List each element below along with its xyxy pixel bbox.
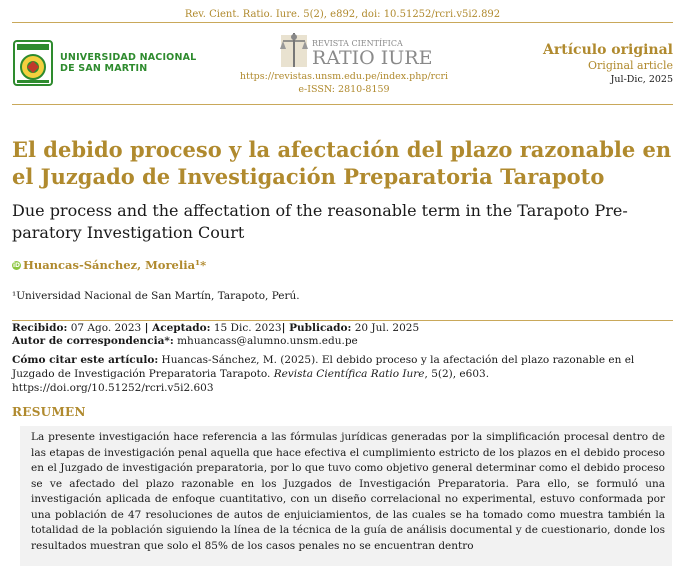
correspondence-email[interactable]: mhuancass@alumno.unsm.edu.pe bbox=[177, 335, 358, 347]
correspondence-label: Autor de correspondencia*: bbox=[12, 335, 174, 347]
cite-journal: Revista Científica Ratio Iure bbox=[273, 368, 425, 380]
article-period: Jul-Dic, 2025 bbox=[610, 74, 673, 85]
article-title-en: Due process and the affectation of the reasonable term in the Tarapoto Pre-paratory Investigation Court bbox=[12, 201, 628, 242]
cite-text-part1: Huancas-Sánchez, M. (2025). El debido proceso y la afectación del plazo razonable en el Juzgado de Investigación Preparatoria Tarapoto. bbox=[12, 354, 635, 380]
article-type-block bbox=[543, 42, 673, 86]
article-title-es: El debido proceso y la afectación del plazo razonable en el Juzgado de Investigación Preparatoria Tarapoto bbox=[12, 137, 672, 189]
accepted-date: 15 Dic. 2023 bbox=[213, 322, 282, 334]
received-label: Recibido: bbox=[12, 322, 68, 334]
university-name-line2: DE SAN MARTIN bbox=[60, 63, 148, 74]
journal-name-small: REVISTA CIENTÍFICA bbox=[312, 39, 403, 48]
article-type-en: Original article bbox=[588, 59, 673, 72]
affiliation: ¹Universidad Nacional de San Martín, Tarapoto, Perú. bbox=[12, 290, 300, 302]
journal-name-large: RATIO IURE bbox=[312, 47, 433, 69]
university-name-line1: UNIVERSIDAD NACIONAL bbox=[60, 52, 197, 63]
journal-eissn: e-ISSN: 2810-8159 bbox=[298, 84, 390, 95]
article-type-es: Artículo original bbox=[543, 42, 673, 58]
cite-text-part2: , 5(2), e603. https://doi.org/10.51252/rcri.v5i2.603 bbox=[12, 368, 490, 394]
abstract-text: La presente investigación hace referencia a las fórmulas jurídicas generadas por la simplificación procesal dentro de las etapas de investigación penal aquella que hace efectiva el cumplimiento estricto de los plazos en el debido proceso en el Juzgado de investigación preparatoria, por lo que tuvo como objetivo general determinar como el debido proceso se ve afectado del plazo razonable en los Juzgados de Investigación Preparatoria. Para ello, se formuló una investigación aplicada de enfoque cuantitativo, con un diseño correlacional no experimental, estuvo conformada por una población de 47 resoluciones de autos de enjuiciamientos, de las cuales se ha tomado como muestra también la totalidad de la población siguiendo la línea de la técnica de la guía de análisis documental y de cuestionario, donde los resultados muestran que solo el 85% de los casos penales no se encuentran dentro bbox=[31, 431, 665, 552]
justice-figure-icon bbox=[280, 33, 308, 67]
university-name bbox=[60, 52, 196, 74]
published-label: Publicado: bbox=[289, 322, 352, 334]
author-line bbox=[12, 258, 206, 272]
correspondence bbox=[12, 335, 358, 348]
received-date: 07 Ago. 2023 bbox=[70, 322, 142, 334]
university-logo-icon bbox=[13, 40, 53, 86]
publication-dates: Recibido: 07 Ago. 2023 | Aceptado: 15 Dic. 2023| Publicado: 20 Jul. 2025 bbox=[12, 322, 420, 334]
header-divider-top bbox=[12, 22, 673, 23]
accepted-label: Aceptado: bbox=[152, 322, 211, 334]
journal-logo bbox=[278, 29, 433, 69]
citation-reference: Rev. Cient. Ratio. Iure. 5(2), e892, doi: 10.51252/rcri.v5i2.892 bbox=[184, 9, 501, 20]
journal-info bbox=[232, 70, 456, 96]
orcid-icon[interactable]: iD bbox=[12, 261, 21, 269]
abstract-heading: RESUMEN bbox=[12, 405, 86, 419]
dates-divider bbox=[12, 320, 673, 321]
published-date: 20 Jul. 2025 bbox=[354, 322, 420, 334]
journal-url-link[interactable]: https://revistas.unsm.edu.pe/index.php/rcri bbox=[239, 71, 449, 82]
author-name: Huancas-Sánchez, Morelia¹* bbox=[23, 258, 207, 272]
cite-label: Cómo citar este artículo: bbox=[12, 354, 159, 366]
how-to-cite bbox=[12, 353, 673, 395]
header-divider-bottom bbox=[12, 104, 673, 105]
